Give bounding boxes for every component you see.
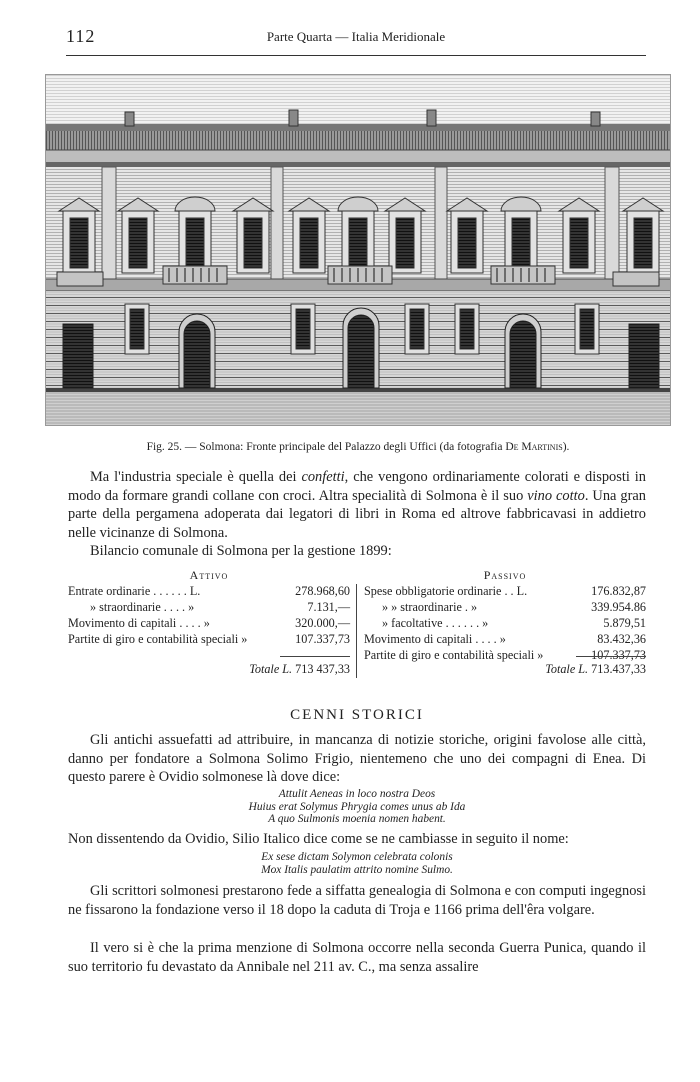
passivo-row: Partite di giro e contabilità speciali » 107.337,73 — [364, 648, 646, 662]
verse-line: Huius erat Solymus Phrygia comes unus ab Ida — [248, 800, 466, 813]
paragraph-genealogy: Gli scrittori solmonesi prestarono fede a siffatta genealogia di Solmona e con computi ingegnosi ne fissarono la fondazione verso il 18 dopo la caduta di Troja e 1166 prima dell'êra volgare. — [68, 883, 646, 918]
figure-caption: Fig. 25. — Solmona: Fronte principale del Palazzo degli Uffici (da fotografia De Martinis). — [146, 441, 570, 453]
page-number: 112 — [66, 26, 96, 46]
passivo-row: » » straordinarie . » 339.954.86 — [382, 600, 646, 614]
ovid-verse — [68, 788, 646, 826]
paragraph-silio: Non dissentendo da Ovidio, Silio Italico dice come se ne cambiasse in seguito il nome: — [68, 831, 569, 847]
paragraph-origins: Gli antichi assuefatti ad attribuire, in mancanza di notizie storiche, origini favolose alle città, danno per fondatore a Solmona Solimo Frigio, nientemeno che uno dei compagni di Enea. Di questo parere è Ovidio solmonese là dove dice: — [68, 732, 646, 786]
attivo-total: Totale L. 713 437,33 — [249, 662, 350, 676]
attivo-row: Entrate ordinarie . . . . . . L. 278.968,60 — [68, 584, 350, 598]
passivo-sum-rule — [576, 656, 646, 657]
page-header — [66, 26, 646, 50]
attivo-column — [68, 568, 350, 676]
header-rule — [66, 55, 646, 56]
paragraph-confetti: Ma l'industria speciale è quella dei confetti, che vengono ordinariamente colorati e disposti in modo da formare grandi collane con croci. Altra specialità di Solmona è il suo vino cotto. Una gran parte della pergamena adoperata dai legatori di libri in Roma ed altrove fabbricavasi in addietro nelle vicinanze di Solmona. Bilancio comunale di Solmona per la gestione 1899: — [68, 469, 646, 560]
attivo-row: Partite di giro e contabilità speciali » 107.337,73 — [68, 632, 350, 646]
passivo-total: Totale L. 713.437,33 — [545, 662, 646, 676]
section-title: CENNI STORICI — [290, 707, 424, 723]
attivo-row: Movimento di capitali . . . . » 320.000,— — [68, 616, 350, 630]
silio-verse — [68, 851, 646, 876]
passivo-row: Spese obbligatorie ordinarie . . L. 176.832,87 — [364, 584, 646, 598]
passivo-heading: Passivo — [483, 568, 527, 582]
attivo-sum-rule — [280, 656, 350, 657]
attivo-row: » straordinarie . . . . » 7.131,— — [90, 600, 350, 614]
attivo-heading: Attivo — [189, 568, 229, 582]
passivo-column — [364, 568, 646, 676]
passivo-row: » facoltative . . . . . . » 5.879,51 — [382, 616, 646, 630]
verse-line: A quo Sulmonis moenia nomen habent. — [268, 813, 446, 826]
column-divider — [356, 584, 357, 678]
verse-line: Mox Italis paulatim attrito nomine Sulmo. — [261, 863, 453, 876]
verse-line: Attulit Aeneas in loco nostra Deos — [278, 788, 436, 800]
verse-line: Ex sese dictam Solymon celebrata colonis — [261, 851, 453, 863]
bilancio-intro: Bilancio comunale di Solmona per la gestione 1899: — [90, 543, 392, 560]
bilancio-table — [68, 568, 646, 678]
running-title: Parte Quarta — Italia Meridionale — [266, 29, 446, 44]
paragraph-punic-war: Il vero si è che la prima menzione di Solmona occorre nella seconda Guerra Punica, quando il suo territorio fu devastato da Annibale nel 211 av. C., ma senza assalire — [68, 940, 646, 975]
passivo-row: Movimento di capitali . . . . » 83.432,36 — [364, 632, 646, 646]
palace-engraving — [45, 74, 671, 426]
